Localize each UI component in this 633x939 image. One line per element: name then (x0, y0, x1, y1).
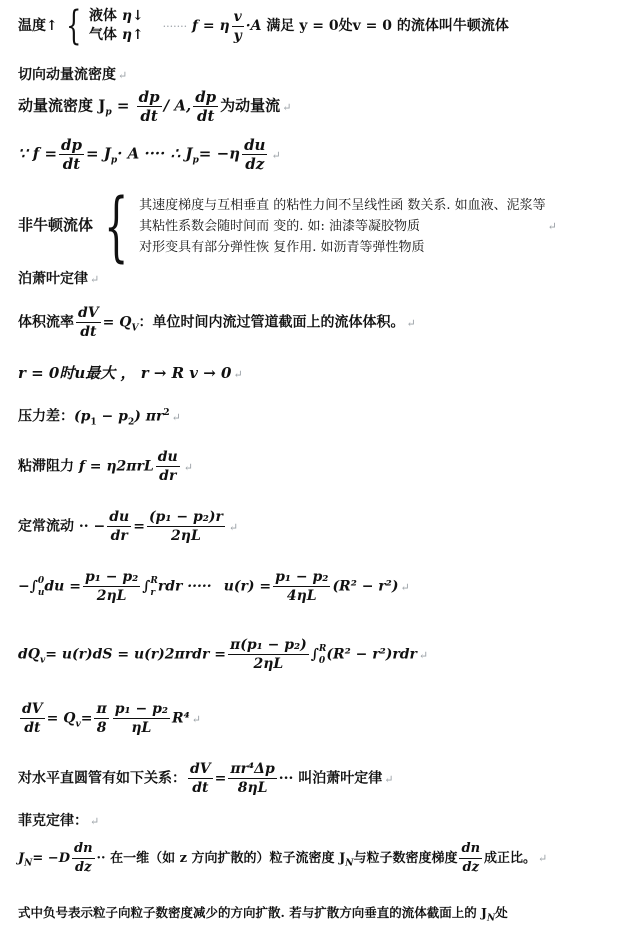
momentum-flux-line: 动量流密度 $J_p$ = $\frac{dp}{dt}$ / A, $\frac{dp}{dt}$ 为动量流 ↵ (18, 88, 292, 125)
newton-law-formula: f = η (191, 18, 230, 34)
non-newtonian-label: 非牛顿流体 (18, 216, 94, 234)
fluid-stack: 液体 η↓ 气体 η↑ (88, 8, 144, 43)
velocity-profile-line: −∫ 0 u du = $\frac{\text{p₁ − p₂}}{2\eta L}$ ∫ R r rdr ····· u(r) = $\frac{\text{p₁ − p₂}}{4\eta L}$ (R² − r²) ↵ (18, 569, 410, 604)
velocity-extremes-line: r = 0时u最大 ， r → R v → 0 ↵ (18, 364, 243, 382)
section-heading: 泊萧叶定律 ↵ (18, 271, 100, 287)
newtonian-fluid-line: 温度↑ { 液体 η↓ 气体 η↑ ······· f = η $\frac{v}{y}$ ·A 满足 y = 0处v = 0 的流体叫牛顿流体 (18, 3, 509, 49)
temperature-label: 温度 (18, 18, 46, 34)
steady-flow-line: 定常流动 ·· − $\frac{du}{dr}$ = $\frac{\text{(p₁ − p₂)r}}{2\eta L}$ ↵ (18, 509, 239, 544)
list-item: 对形变具有部分弹性恢 复作用. 如沥青等弹性物质 (139, 239, 425, 255)
non-newtonian-list (139, 195, 546, 258)
brace: { (65, 3, 81, 49)
list-item: 其粘性系数会随时间而 变的. 如: 油漆等凝胶物质 (139, 218, 421, 234)
pressure-difference-line: 压力差：$(p_1 - p_2)$ $\pi r^2$ ↵ (18, 408, 181, 428)
section-heading: 菲克定律： ↵ (18, 813, 100, 829)
poiseuille-law-line: 对水平直圆管有如下关系： $\frac{dV}{dt}$ = $\frac{\text{πr⁴Δp}}{8\eta L}$ ··· 叫泊萧叶定律 ↵ (18, 761, 394, 796)
viscous-drag-line: 粘滞阻力 f = η2πrL $\frac{du}{dr}$ ↵ (18, 449, 193, 484)
list-item: 其速度梯度与互相垂直 的粘性力间不呈线性函 数关系. 如血液、泥浆等 (139, 197, 546, 213)
newtonian-condition: 满足 y = 0处v = 0 的流体叫牛顿流体 (266, 18, 509, 34)
non-newtonian-block: 非牛顿流体 { 其速度梯度与互相垂直 的粘性力间不呈线性函 数关系. 如血液、泥浆等 其粘性系数会随时间而 变的. 如: 油漆等凝胶物质 对形变具有部分弹性恢 复作用. 如沥青等弹性物质 ↵ (18, 181, 557, 270)
total-flow-line: $\frac{dV}{dt}$ = $Q_v=$ $\frac{\pi}{8}$ $\frac{\text{p₁ − p₂}}{\eta L}$ R⁴ ↵ (22, 701, 202, 736)
fick-explanation-line: 式中负号表示粒子向粒子数密度减少的方向扩散. 若与扩散方向垂直的流体截面上的 $J_N$处 (18, 905, 508, 924)
volume-flow-line: 体积流率 $\frac{dV}{dt}$ = $Q_V$：单位时间内流过管道截面上的流体体积。 ↵ (18, 305, 416, 340)
fick-law-line: $J_N= -D$ $\frac{dn}{dz}$ ·· 在一维（如 z 方向扩散的）粒子流密度 $J_N$与粒子数密度梯度 $\frac{dn}{dz}$ 成正比。 ↵ (18, 841, 548, 875)
flow-element-line: $dQ_v= u(r)dS = u(r)2\pi rdr$ = $\frac{\text{π(p₁ − p₂)}}{2\eta L}$ ∫ R 0 (R² − r²)rdr ↵ (18, 637, 429, 672)
section-heading: 切向动量流密度 ↵ (18, 67, 128, 83)
momentum-relation-line: ∵ f = $\frac{dp}{dt}$ = $J_p\cdot A$ ···· ∴ $J_p= -\eta$ $\frac{du}{dz}$ ↵ (18, 136, 281, 173)
